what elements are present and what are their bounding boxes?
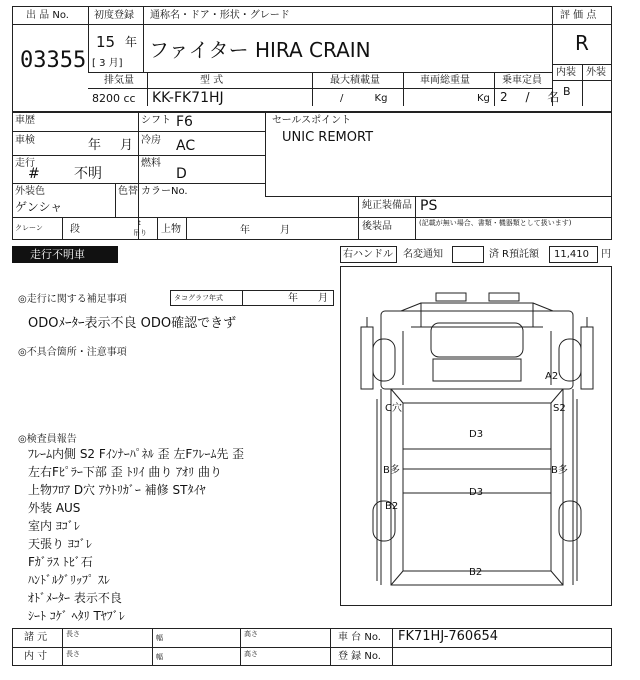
mark-d3-top: D3 <box>469 429 484 440</box>
mark-b2-bottom: B2 <box>469 567 483 578</box>
inspector-line-1: ﾌﾚｰﾑ内側 S2 Fｲﾝﾅｰﾊﾟﾈﾙ 歪 左Fﾌﾚｰﾑ先 歪 <box>28 447 245 461</box>
crane-lift: 吊り <box>133 229 147 237</box>
dims-length-label: 長さ <box>66 630 80 638</box>
chassis-value: FK71HJ-760654 <box>398 629 499 644</box>
max-load-label: 最大積載量 <box>330 75 380 86</box>
mileage-note-label: ◎走行に関する補足事項 <box>18 294 127 305</box>
car-name: ファイター HIRA CRAIN <box>149 38 371 62</box>
capacity-value: 2 / 名 <box>500 90 560 104</box>
recycle-label: R預託額 <box>502 249 539 260</box>
mileage-label: 走行 <box>15 158 35 169</box>
genuine-label: 純正装備品 <box>362 200 412 211</box>
inner-length-label: 長さ <box>66 650 80 658</box>
aftermarket-note: (記載が無い場合、書類・機器類として扱います) <box>419 219 572 227</box>
inspector-line-4: 外装 AUS <box>28 501 81 515</box>
ac-value: AC <box>176 138 196 154</box>
gross-weight-label: 車両総重量 <box>420 75 470 86</box>
history-label: 車歴 <box>15 115 35 126</box>
aftermarket-label: 後装品 <box>362 221 392 232</box>
inspector-line-5: 室内 ﾖｺﾞﾚ <box>28 519 80 533</box>
sales-point-value: UNIC REMORT <box>282 130 374 145</box>
gross-weight-unit: Kg <box>477 93 490 104</box>
displacement-label: 排気量 <box>104 75 134 86</box>
inner-width-label: 幅 <box>156 653 163 661</box>
mileage-value: 不明 <box>74 166 102 182</box>
crane-steps: 段 <box>70 224 80 235</box>
inspection-label: 車検 <box>15 135 35 146</box>
model-label: 型 式 <box>200 75 224 86</box>
shift-label: シフト <box>141 115 171 126</box>
truck-diagram <box>340 266 612 606</box>
fuel-label: 燃料 <box>141 158 161 169</box>
recycle-unit: 円 <box>601 249 611 260</box>
mark-b2-left: B2 <box>385 501 399 512</box>
recycle-prefix: 済 <box>489 249 499 260</box>
sales-point-label: セールスポイント <box>272 115 352 126</box>
inspection-year: 年 <box>88 138 102 153</box>
first-reg-label: 初度登録 <box>94 10 134 21</box>
inspector-line-6: 天張り ﾖｺﾞﾚ <box>28 537 92 551</box>
interior-grade: B <box>563 85 571 98</box>
tacho-year: 年 <box>288 293 298 304</box>
color-change-label: 色替 <box>118 186 138 197</box>
first-reg-month: [ 3 月] <box>92 58 123 69</box>
loading-year: 年 <box>240 225 250 236</box>
inspector-line-7: Fｶﾞﾗｽ ﾄﾋﾞ石 <box>28 555 93 569</box>
mileage-unknown-text: 走行不明車 <box>30 248 85 261</box>
color-label: 外装色 <box>15 186 45 197</box>
first-reg-year: 15 <box>96 33 116 51</box>
dims-label: 諸 元 <box>24 632 48 643</box>
inspector-line-9: ｵﾄﾞﾒｰﾀｰ 表示不良 <box>28 591 122 605</box>
mark-d3-bottom: D3 <box>469 487 484 498</box>
inner-label: 内 寸 <box>24 651 48 662</box>
dims-height-label: 高さ <box>244 630 258 638</box>
shift-value: F6 <box>176 114 193 130</box>
model-value: KK-FK71HJ <box>152 90 224 106</box>
crane-label: クレーン <box>15 224 43 232</box>
defects-label: ◎不具合箇所・注意事項 <box>18 347 127 358</box>
fuel-value: D <box>176 166 187 182</box>
grade-label: 評 価 点 <box>560 10 597 21</box>
recycle-amount: 11,410 <box>554 249 589 260</box>
tacho-month: 月 <box>318 293 328 304</box>
name-change-label: 名変通知 <box>403 249 443 260</box>
tacho-label: タコグラフ年式 <box>174 294 223 302</box>
mark-a2: A2 <box>545 371 559 382</box>
mark-b-right: B多 <box>551 465 568 476</box>
interior-label: 内装 <box>556 67 576 78</box>
lot-number: 03355 <box>20 48 87 73</box>
lot-label: 出 品 No. <box>26 10 69 21</box>
color-code-label: カラーNo. <box>141 186 188 197</box>
inspector-label: ◎検査員報告 <box>18 434 77 445</box>
name-change-box <box>452 246 484 263</box>
exterior-label: 外装 <box>586 67 606 78</box>
capacity-label: 乗車定員 <box>502 75 542 86</box>
mileage-prefix: # <box>28 166 40 182</box>
loading-month: 月 <box>280 225 290 236</box>
mark-c-hole: C穴 <box>385 403 402 414</box>
inspector-line-2: 左右Fﾋﾟﾗｰ下部 歪 ﾄﾘｲ 曲り ｱｵﾘ 曲り <box>28 465 222 479</box>
reg-label: 登 録 No. <box>338 651 381 662</box>
inspection-month: 月 <box>120 138 134 153</box>
chassis-label: 車 台 No. <box>338 632 381 643</box>
steering-value: 右ハンドル <box>343 249 393 260</box>
inner-height-label: 高さ <box>244 650 258 658</box>
displacement-value: 8200 cc <box>92 92 136 105</box>
loading-label: 上物 <box>161 224 181 235</box>
max-load-value: / Kg <box>340 93 388 104</box>
inspector-line-8: ﾊﾝﾄﾞﾙｸﾞﾘｯﾌﾟ ｽﾚ <box>28 573 110 587</box>
mark-b-left: B多 <box>383 465 400 476</box>
color-value: ゲンシャ <box>15 200 63 214</box>
crane-lift-t: t <box>138 219 141 227</box>
grade-value: R <box>575 31 589 55</box>
genuine-value: PS <box>420 198 438 214</box>
first-reg-year-unit: 年 <box>125 35 138 49</box>
ac-label: 冷房 <box>141 135 161 146</box>
inspector-line-3: 上物ﾌﾛｱ D穴 ｱｳﾄﾘｶﾞｰ 補修 STﾀｲﾔ <box>28 483 206 497</box>
dims-width-label: 幅 <box>156 634 163 642</box>
mark-s2: S2 <box>553 403 566 414</box>
odo-note: ODOﾒｰﾀｰ表示不良 ODO確認できず <box>28 316 237 331</box>
name-label: 通称名・ドア・形状・グレード <box>150 10 290 21</box>
inspector-line-10: ｼｰﾄ ｺｹﾞ ﾍﾀﾘ Tﾔﾌﾞﾚ <box>28 609 125 623</box>
